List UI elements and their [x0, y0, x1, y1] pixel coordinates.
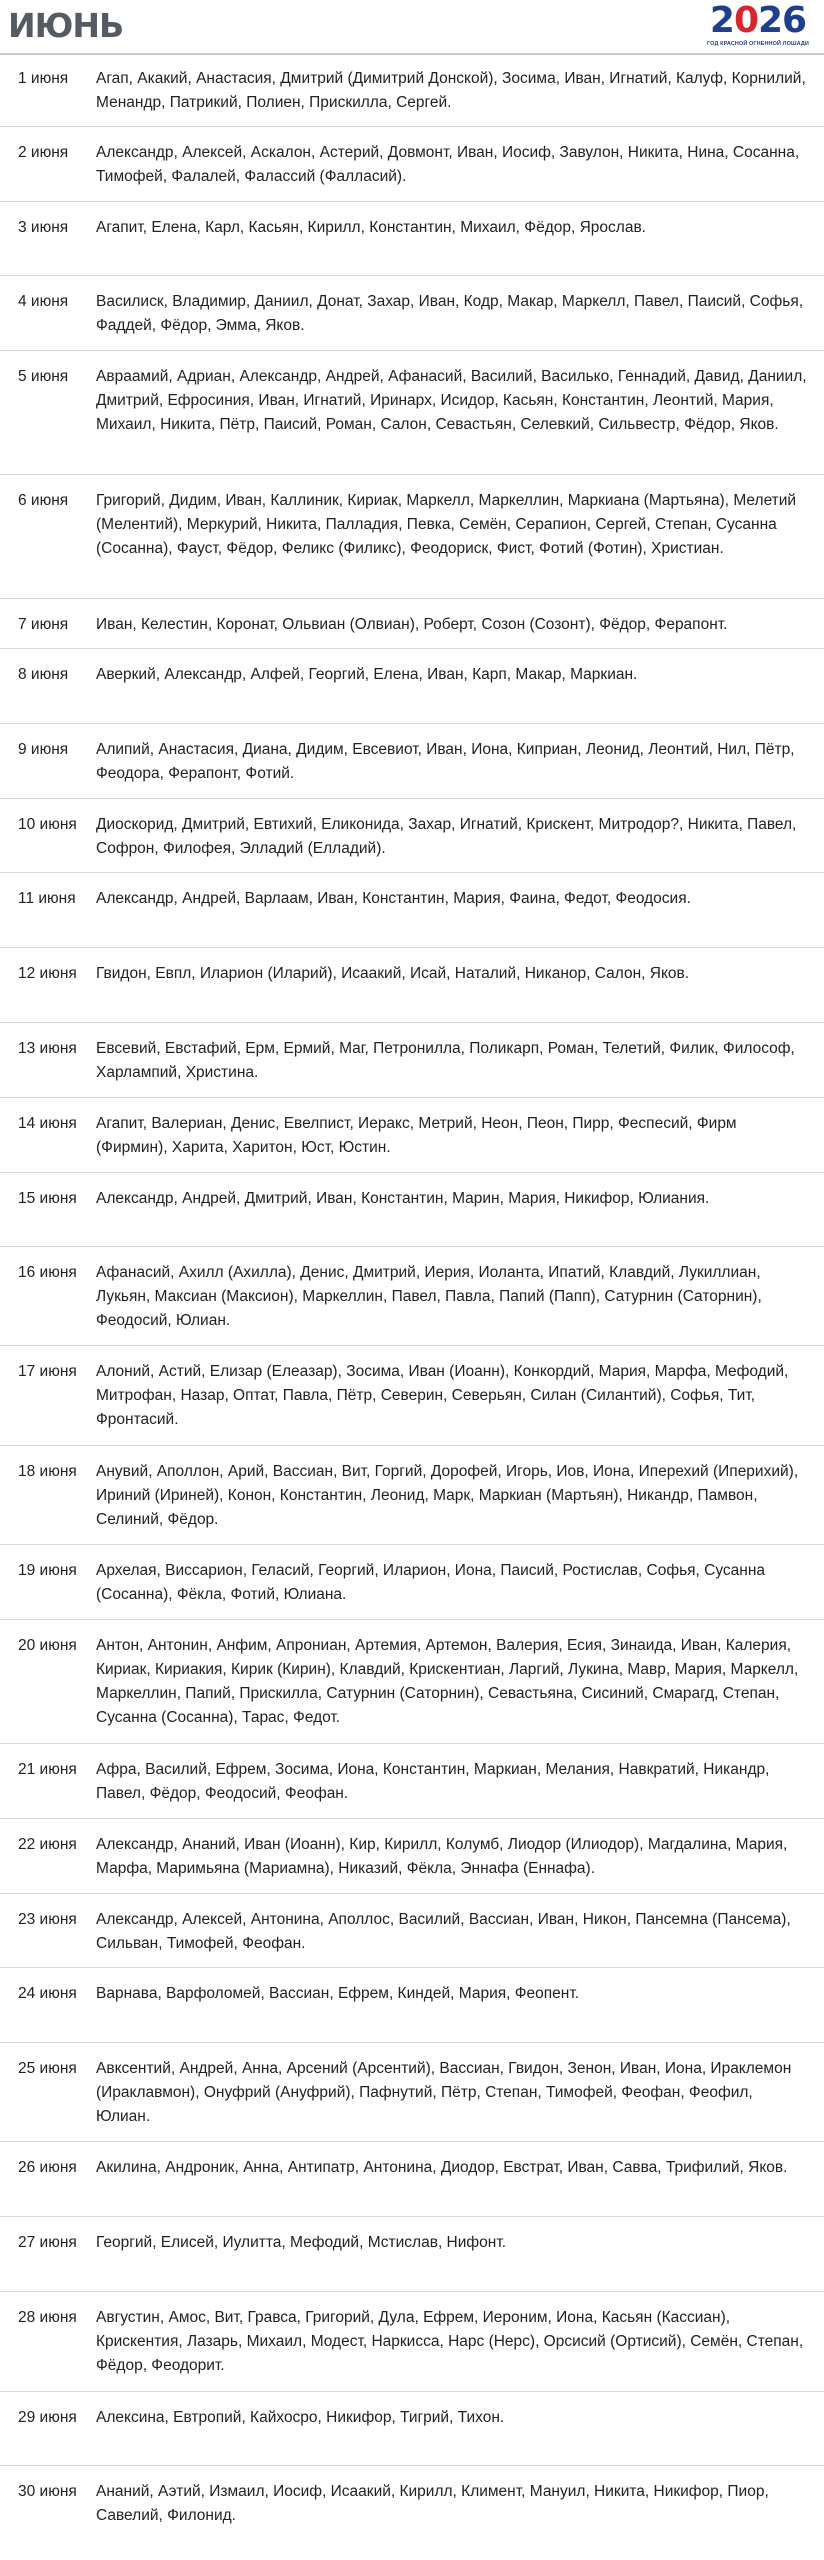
day-names: Алоний, Астий, Елизар (Елеазар), Зосима, Иван (Иоанн), Конкордий, Мария, Марфа, Мефодий, Митрофан, Назар, Оптат, Павла, Пётр, Северин, Северьян, Силан (Силантий), Софья, Тит, Фронтасий.: [96, 1363, 789, 1428]
day-names: Афанасий, Ахилл (Ахилла), Денис, Дмитрий, Иерия, Иоланта, Ипатий, Клавдий, Лукиллиан, Лукьян, Максиан (Максион), Маркеллин, Павел, Павла, Папий (Папп), Сатурнин (Саторнин), Феодосий, Юлиан.: [96, 1264, 762, 1329]
day-date: 3 июня: [18, 219, 69, 236]
day-names: Агап, Акакий, Анастасия, Дмитрий (Димитрий Донской), Зосима, Иван, Игнатий, Калуф, Корнилий, Менандр, Патрикий, Полиен, Прискилла, Сергей.: [96, 70, 806, 111]
year-logo: [704, 2, 812, 52]
table-row: [0, 2392, 824, 2466]
day-date: 8 июня: [18, 666, 69, 683]
day-date: 21 июня: [18, 1761, 77, 1778]
page-header: [0, 0, 824, 55]
table-row: [0, 1446, 824, 1545]
day-names: Варнава, Варфоломей, Вассиан, Ефрем, Киндей, Мария, Феопент.: [96, 1985, 580, 2002]
table-row: [0, 475, 824, 599]
day-names: Алексина, Евтропий, Кайхосро, Никифор, Тигрий, Тихон.: [96, 2409, 505, 2426]
day-names: Иван, Келестин, Коронат, Ольвиан (Олвиан), Роберт, Созон (Созонт), Фёдор, Ферапонт.: [96, 616, 728, 633]
table-row: [0, 948, 824, 1023]
day-date: 29 июня: [18, 2409, 77, 2426]
day-names: Александр, Андрей, Дмитрий, Иван, Константин, Марин, Мария, Никифор, Юлиания.: [96, 1190, 710, 1207]
table-row: [0, 1247, 824, 1346]
day-date: 13 июня: [18, 1040, 77, 1057]
logo-year-part-2: 0: [733, 0, 758, 41]
day-names: Ананий, Аэтий, Измаил, Иосиф, Исаакий, Кирилл, Климент, Мануил, Никита, Никифор, Пиор, Савелий, Филонид.: [96, 2483, 769, 2524]
day-names: Авксентий, Андрей, Анна, Арсений (Арсентий), Вассиан, Гвидон, Зенон, Иван, Иона, Ираклемон (Ираклавмон), Онуфрий (Ануфрий), Пафнутий, Пётр, Степан, Тимофей, Феофан, Феофил, Юлиан.: [96, 2060, 792, 2125]
logo-caption: ГОД КРАСНОЙ ОГНЕННОЙ ЛОШАДИ: [707, 41, 809, 47]
day-names: Диоскорид, Дмитрий, Евтихий, Еликонида, Захар, Игнатий, Крискент, Митродор?, Никита, Павел, Софрон, Филофея, Элладий (Елладий).: [96, 816, 797, 857]
day-date: 15 июня: [18, 1190, 77, 1207]
day-names: Александр, Алексей, Аскалон, Астерий, Довмонт, Иван, Иосиф, Завулон, Никита, Нина, Сосанна, Тимофей, Фалалей, Фаласcий (Фалласий).: [96, 144, 800, 185]
logo-year: [704, 2, 812, 40]
day-date: 27 июня: [18, 2234, 77, 2251]
day-names: Августин, Амос, Вит, Гравса, Григорий, Дула, Ефрем, Иероним, Иона, Касьян (Кассиан), Крискентия, Лазарь, Михаил, Модест, Наркисса, Нарс (Нерс), Орсисий (Ортисий), Семён, Степан, Фёдор, Феодорит.: [96, 2309, 804, 2374]
day-date: 24 июня: [18, 1985, 77, 2002]
table-row: [0, 1968, 824, 2043]
day-names: Гвидон, Евпл, Иларион (Иларий), Исаакий, Исай, Наталий, Никанор, Салон, Яков.: [96, 965, 690, 982]
day-names: Евсевий, Евстафий, Ерм, Ермий, Маг, Петронилла, Поликарп, Роман, Телетий, Филик, Философ, Харлампий, Христина.: [96, 1040, 795, 1081]
day-date: 20 июня: [18, 1637, 77, 1654]
day-date: 6 июня: [18, 492, 69, 509]
day-names: Александр, Алексей, Антонина, Аполлос, Василий, Вассиан, Иван, Никон, Пансемна (Пансема), Сильван, Тимофей, Феофан.: [96, 1911, 791, 1952]
table-row: [0, 53, 824, 127]
day-names: Авраамий, Адриан, Александр, Андрей, Афанасий, Василий, Василько, Геннадий, Давид, Даниил, Дмитрий, Ефросиния, Иван, Игнатий, Иринарх, Исидор, Касьян, Константин, Леонтий, Мария, Михаил, Никита, Пётр, Паисий, Роман, Салон, Севастьян, Селевкий, Сильвестр, Фёдор, Яков.: [96, 368, 807, 433]
day-date: 4 июня: [18, 293, 69, 310]
day-names: Агапит, Елена, Карл, Касьян, Кирилл, Константин, Михаил, Фёдор, Ярослав.: [96, 219, 646, 236]
day-date: 10 июня: [18, 816, 77, 833]
day-names: Аверкий, Александр, Алфей, Георгий, Елена, Иван, Карп, Макар, Маркиан.: [96, 666, 638, 683]
table-row: [0, 1023, 824, 1098]
table-row: [0, 599, 824, 649]
day-date: 2 июня: [18, 144, 69, 161]
table-row: [0, 276, 824, 351]
table-row: [0, 202, 824, 276]
table-row: [0, 2043, 824, 2142]
day-date: 14 июня: [18, 1115, 77, 1132]
day-names: Георгий, Елисей, Иулитта, Мефодий, Мстислав, Нифонт.: [96, 2234, 507, 2251]
day-names: Архелая, Виссарион, Геласий, Георгий, Иларион, Иона, Паисий, Ростислав, Софья, Сусанна (Сосанна), Фёкла, Фотий, Юлиана.: [96, 1562, 766, 1603]
table-row: [0, 127, 824, 202]
day-date: 18 июня: [18, 1463, 77, 1480]
logo-year-part-3: 26: [758, 0, 807, 41]
table-row: [0, 799, 824, 873]
table-row: [0, 1545, 824, 1620]
table-row: [0, 351, 824, 475]
day-date: 11 июня: [18, 890, 76, 907]
logo-year-part-1: 2: [709, 0, 734, 41]
table-row: [0, 724, 824, 799]
table-row: [0, 1894, 824, 1968]
table-row: [0, 2217, 824, 2292]
table-row: [0, 1098, 824, 1173]
page-title: ИЮНЬ: [8, 6, 124, 45]
day-names: Анувий, Аполлон, Арий, Вассиан, Вит, Горгий, Дорофей, Игорь, Иов, Иона, Иперехий (Иперихий), Ириний (Ириней), Конон, Константин, Леонид, Марк, Маркиан (Мартьян), Никандр, Памвон, Селиний, Фёдор.: [96, 1463, 799, 1528]
day-date: 5 июня: [18, 368, 69, 385]
table-row: [0, 1346, 824, 1446]
table-row: [0, 2142, 824, 2217]
day-date: 26 июня: [18, 2159, 77, 2176]
table-row: [0, 873, 824, 948]
day-names: Александр, Ананий, Иван (Иоанн), Кир, Кирилл, Колумб, Лиодор (Илиодор), Магдалина, Мария, Марфа, Маримьяна (Мариамна), Никазий, Фёкла, Эннафа (Еннафа).: [96, 1836, 788, 1877]
day-names: Григорий, Дидим, Иван, Каллиник, Кириак, Маркелл, Маркеллин, Маркиана (Мартьяна), Мелетий (Мелентий), Меркурий, Никита, Палладия, Певка, Семён, Серапион, Сергей, Степан, Сусанна (Сосанна), Фауст, Фёдор, Феликс (Филикс), Феодориск, Фист, Фотий (Фотин), Христиан.: [96, 492, 797, 557]
table-row: [0, 1744, 824, 1819]
day-date: 30 июня: [18, 2483, 77, 2500]
day-date: 19 июня: [18, 1562, 77, 1579]
day-names: Антон, Антонин, Анфим, Апрониан, Артемия, Артемон, Валерия, Есия, Зинаида, Иван, Калерия, Кириак, Кириакия, Кирик (Кирин), Клавдий, Крискентиан, Ларгий, Лукина, Мавр, Мария, Маркелл, Маркеллин, Папий, Прискилла, Сатурнин (Саторнин), Севастьяна, Сисиний, Смарагд, Степан, Сусанна (Сосанна), Тарас, Федот.: [96, 1637, 799, 1726]
table-row: [0, 2466, 824, 2560]
day-names: Акилина, Андроник, Анна, Антипатр, Антонина, Диодор, Евстрат, Иван, Савва, Трифилий, Яков.: [96, 2159, 788, 2176]
day-date: 22 июня: [18, 1836, 77, 1853]
day-date: 16 июня: [18, 1264, 77, 1281]
day-date: 9 июня: [18, 741, 69, 758]
day-date: 7 июня: [18, 616, 69, 633]
day-date: 23 июня: [18, 1911, 77, 1928]
day-names: Алипий, Анастасия, Диана, Дидим, Евсевиот, Иван, Иона, Киприан, Леонид, Леонтий, Нил, Пётр, Феодора, Ферапонт, Фотий.: [96, 741, 795, 782]
table-row: [0, 2292, 824, 2392]
day-names: Афра, Василий, Ефрем, Зосима, Иона, Константин, Маркиан, Мелания, Навкратий, Никандр, Павел, Фёдор, Феодосий, Феофан.: [96, 1761, 770, 1802]
table-row: [0, 1819, 824, 1894]
table-row: [0, 649, 824, 724]
day-names: Василиск, Владимир, Даниил, Донат, Захар, Иван, Кодр, Макар, Маркелл, Павел, Паисий, Софья, Фаддей, Фёдор, Эмма, Яков.: [96, 293, 804, 334]
day-names: Александр, Андрей, Варлаам, Иван, Константин, Мария, Фаина, Федот, Феодосия.: [96, 890, 691, 907]
table-row: [0, 1173, 824, 1247]
day-date: 28 июня: [18, 2309, 77, 2326]
table-row: [0, 1620, 824, 1744]
day-date: 12 июня: [18, 965, 77, 982]
day-names: Агапит, Валериан, Денис, Евелпист, Иеракс, Метрий, Неон, Пеон, Пирр, Феспесий, Фирм (Фирмин), Харита, Харитон, Юст, Юстин.: [96, 1115, 737, 1156]
day-date: 17 июня: [18, 1363, 77, 1380]
day-date: 25 июня: [18, 2060, 77, 2077]
day-date: 1 июня: [18, 70, 69, 87]
